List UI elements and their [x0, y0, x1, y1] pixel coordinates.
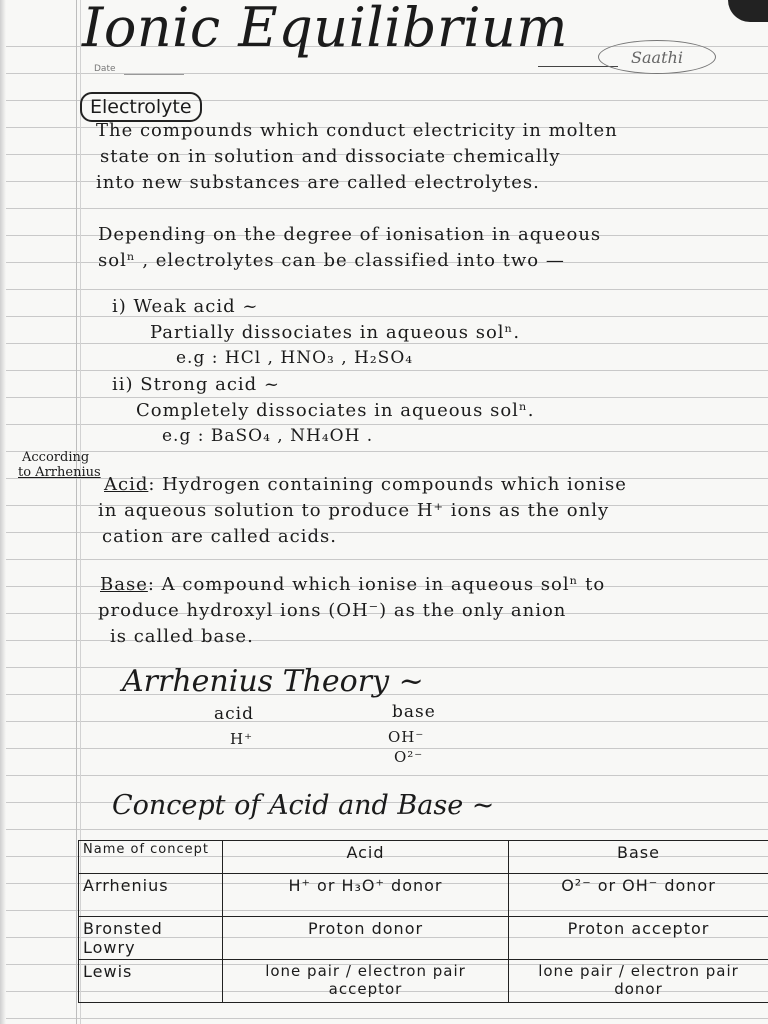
row-acid: lone pair / electron pair acceptor — [223, 960, 509, 1003]
brand-label: Saathi — [631, 47, 683, 67]
electrolyte-def-line-1: The compounds which conduct electricity in molten — [96, 120, 618, 141]
electrolyte-def-line-3: into new substances are called electrolytes. — [96, 172, 540, 193]
date-rule — [124, 74, 184, 75]
date-label: Date — [94, 64, 116, 74]
base-definition-line-2: produce hydroxyl ions (OH⁻) as the only anion — [98, 600, 567, 621]
strong-acid-heading: ii) Strong acid ~ — [112, 374, 280, 395]
margin-line — [76, 0, 77, 1024]
acid-definition-line-1 — [104, 474, 627, 495]
table-header-row — [79, 841, 768, 874]
table-row — [79, 917, 768, 960]
row-base: O²⁻ or OH⁻ donor — [509, 874, 768, 917]
table-row — [79, 960, 768, 1003]
acid-definition-line-2: in aqueous solution to produce H⁺ ions as the only — [98, 500, 610, 521]
side-note-line-2: to Arrhenius — [18, 465, 101, 480]
weak-acid-heading: i) Weak acid ~ — [112, 296, 259, 317]
base-definition-line-3: is called base. — [110, 626, 254, 647]
row-name: Arrhenius — [79, 874, 223, 917]
strong-acid-example: e.g : BaSO₄ , NH₄OH . — [162, 426, 374, 446]
electrolyte-def-line-2: state on in solution and dissociate chemically — [100, 146, 561, 167]
side-note-line-1: According — [22, 450, 90, 465]
row-name: Lewis — [79, 960, 223, 1003]
page-binding-shadow — [0, 0, 6, 1024]
concept-table — [78, 840, 768, 1003]
theory-acid-ion: H⁺ — [230, 730, 253, 748]
header-acid: Acid — [223, 841, 509, 874]
page-title: Ionic Equilibrium — [82, 0, 569, 59]
acid-definition-line-3: cation are called acids. — [102, 526, 337, 547]
theory-base-ion-2: O²⁻ — [394, 748, 424, 766]
theory-base-ion-1: OH⁻ — [388, 728, 425, 746]
base-label: Base — [100, 574, 148, 595]
row-acid: H⁺ or H₃O⁺ donor — [223, 874, 509, 917]
weak-acid-desc: Partially dissociates in aqueous solⁿ. — [150, 322, 521, 343]
concept-heading: Concept of Acid and Base ~ — [112, 790, 495, 821]
table-row — [79, 874, 768, 917]
acid-def-text-1: : Hydrogen containing compounds which ionise — [148, 474, 627, 495]
base-def-text-1: : A compound which ionise in aqueous solⁿ to — [147, 574, 606, 595]
strong-acid-desc: Completely dissociates in aqueous solⁿ. — [136, 400, 535, 421]
title-rule — [538, 66, 618, 67]
row-name: Bronsted Lowry — [79, 917, 223, 960]
brand-logo — [598, 40, 716, 74]
row-base: Proton acceptor — [509, 917, 768, 960]
header-name-of-concept: Name of concept — [79, 841, 223, 874]
base-definition-line-1 — [100, 574, 605, 595]
arrhenius-theory-heading: Arrhenius Theory ~ — [122, 664, 424, 699]
electrolyte-heading: Electrolyte — [80, 92, 202, 122]
theory-acid-label: acid — [214, 704, 254, 724]
classify-line-1: Depending on the degree of ionisation in aqueous — [98, 224, 602, 245]
theory-base-label: base — [392, 702, 436, 722]
header-base: Base — [509, 841, 768, 874]
row-base: lone pair / electron pair donor — [509, 960, 768, 1003]
classify-line-2: solⁿ , electrolytes can be classified into two — — [98, 250, 565, 271]
page-corner — [728, 0, 768, 22]
acid-label: Acid — [104, 474, 149, 495]
weak-acid-example: e.g : HCl , HNO₃ , H₂SO₄ — [176, 348, 414, 368]
row-acid: Proton donor — [223, 917, 509, 960]
